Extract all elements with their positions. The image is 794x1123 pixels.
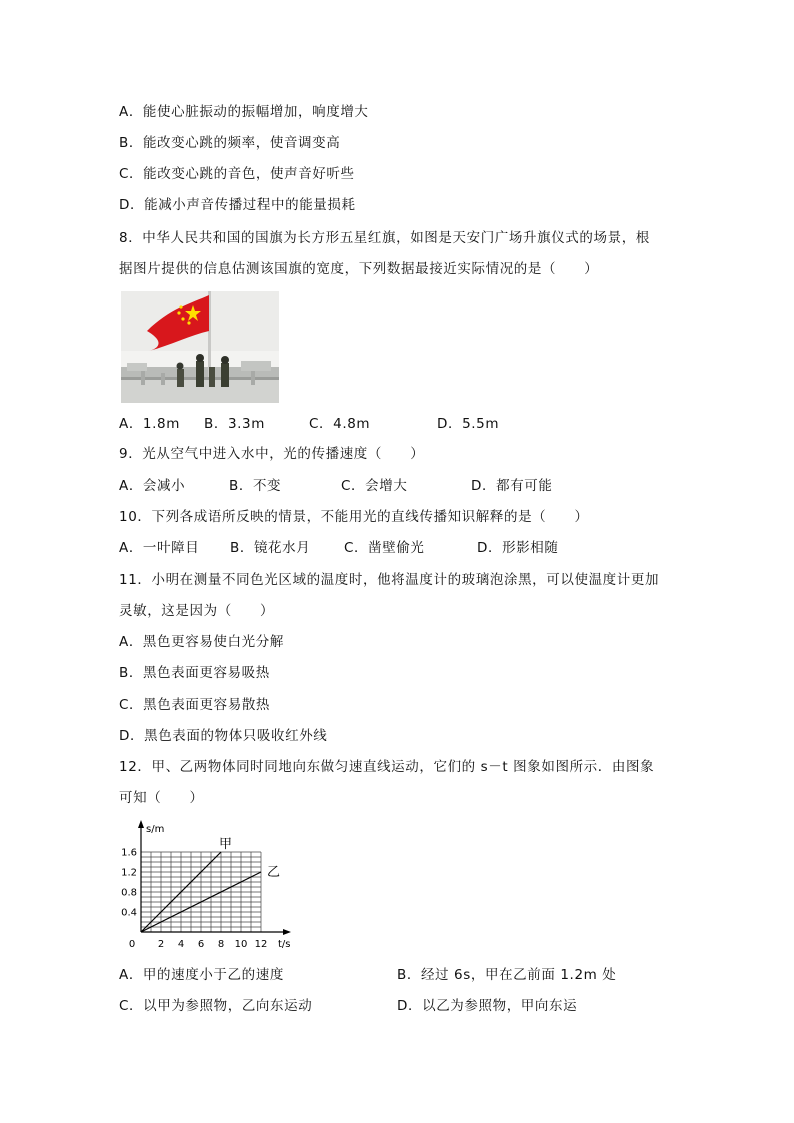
q11-option-c: C．黑色表面更容易散热 xyxy=(119,697,271,713)
x-tick-label: 10 xyxy=(234,939,248,950)
x-axis-arrow xyxy=(283,929,291,935)
y-tick-label: 1.6 xyxy=(121,847,137,859)
x-tick-label: 0 xyxy=(128,939,136,950)
q10-option-c: C．凿壁偷光 xyxy=(344,540,425,556)
q12-stem-line2: 可知（ ） xyxy=(119,790,204,806)
q9-option-c: C．会增大 xyxy=(341,478,408,494)
series-label-jia: 甲 xyxy=(219,837,233,852)
q11-option-d: D．黑色表面的物体只吸收红外线 xyxy=(119,728,328,744)
q7-option-d: D．能减小声音传播过程中的能量损耗 xyxy=(119,197,356,213)
flag-raising-photo xyxy=(121,291,279,403)
q10-stem: 10．下列各成语所反映的情景，不能用光的直线传播知识解释的是（ ） xyxy=(119,509,589,525)
q10-option-d: D．形影相随 xyxy=(477,540,559,556)
q8-option-d: D．5.5m xyxy=(437,416,500,432)
q12-option-a: A．甲的速度小于乙的速度 xyxy=(119,967,284,983)
q9-option-a: A．会减小 xyxy=(119,478,186,494)
q12-option-c: C．以甲为参照物，乙向东运动 xyxy=(119,998,313,1014)
q8-option-b: B．3.3m xyxy=(204,416,265,432)
s-t-graph xyxy=(115,820,300,955)
q12-option-b: B．经过 6s，甲在乙前面 1.2m 处 xyxy=(397,967,617,983)
y-axis-label: s/m xyxy=(146,824,165,835)
y-tick-label: 1.2 xyxy=(121,867,137,879)
x-tick-label: 2 xyxy=(157,939,165,950)
q11-option-b: B．黑色表面更容易吸热 xyxy=(119,665,270,681)
q8-stem-line2: 据图片提供的信息估测该国旗的宽度，下列数据最接近实际情况的是（ ） xyxy=(119,261,599,277)
q9-option-d: D．都有可能 xyxy=(471,478,553,494)
q12-stem-line1: 12．甲、乙两物体同时同地向东做匀速直线运动，它们的 s－t 图象如图所示．由图象 xyxy=(119,759,655,775)
q12-option-d: D．以乙为参照物，甲向东运 xyxy=(397,998,578,1014)
y-tick-label: 0.8 xyxy=(121,887,137,899)
q7-option-b: B．能改变心跳的频率，使音调变高 xyxy=(119,135,341,151)
q11-stem-line2: 灵敏，这是因为（ ） xyxy=(119,603,275,619)
q7-option-a: A．能使心脏振动的振幅增加，响度增大 xyxy=(119,104,369,120)
y-tick-label: 0.4 xyxy=(121,907,137,919)
q8-stem-line1: 8．中华人民共和国的国旗为长方形五星红旗，如图是天安门广场升旗仪式的场景，根 xyxy=(119,230,650,246)
q11-stem-line1: 11．小明在测量不同色光区域的温度时，他将温度计的玻璃泡涂黑，可以使温度计更加 xyxy=(119,572,660,588)
q9-stem: 9．光从空气中进入水中，光的传播速度（ ） xyxy=(119,446,425,462)
q8-option-c: C．4.8m xyxy=(309,416,371,432)
q11-option-a: A．黑色更容易使白光分解 xyxy=(119,634,284,650)
y-axis-arrow xyxy=(138,820,144,828)
x-tick-label: 8 xyxy=(217,939,225,950)
x-tick-label: 6 xyxy=(197,939,205,950)
x-axis-label: t/s xyxy=(278,939,291,950)
series-label-yi: 乙 xyxy=(267,865,281,880)
q10-option-a: A．一叶障目 xyxy=(119,540,200,556)
q8-option-a: A．1.8m xyxy=(119,416,180,432)
q7-option-c: C．能改变心跳的音色，使声音好听些 xyxy=(119,166,355,182)
x-tick-label: 12 xyxy=(254,939,268,950)
q9-option-b: B．不变 xyxy=(229,478,282,494)
x-tick-label: 4 xyxy=(177,939,185,950)
q10-option-b: B．镜花水月 xyxy=(230,540,311,556)
